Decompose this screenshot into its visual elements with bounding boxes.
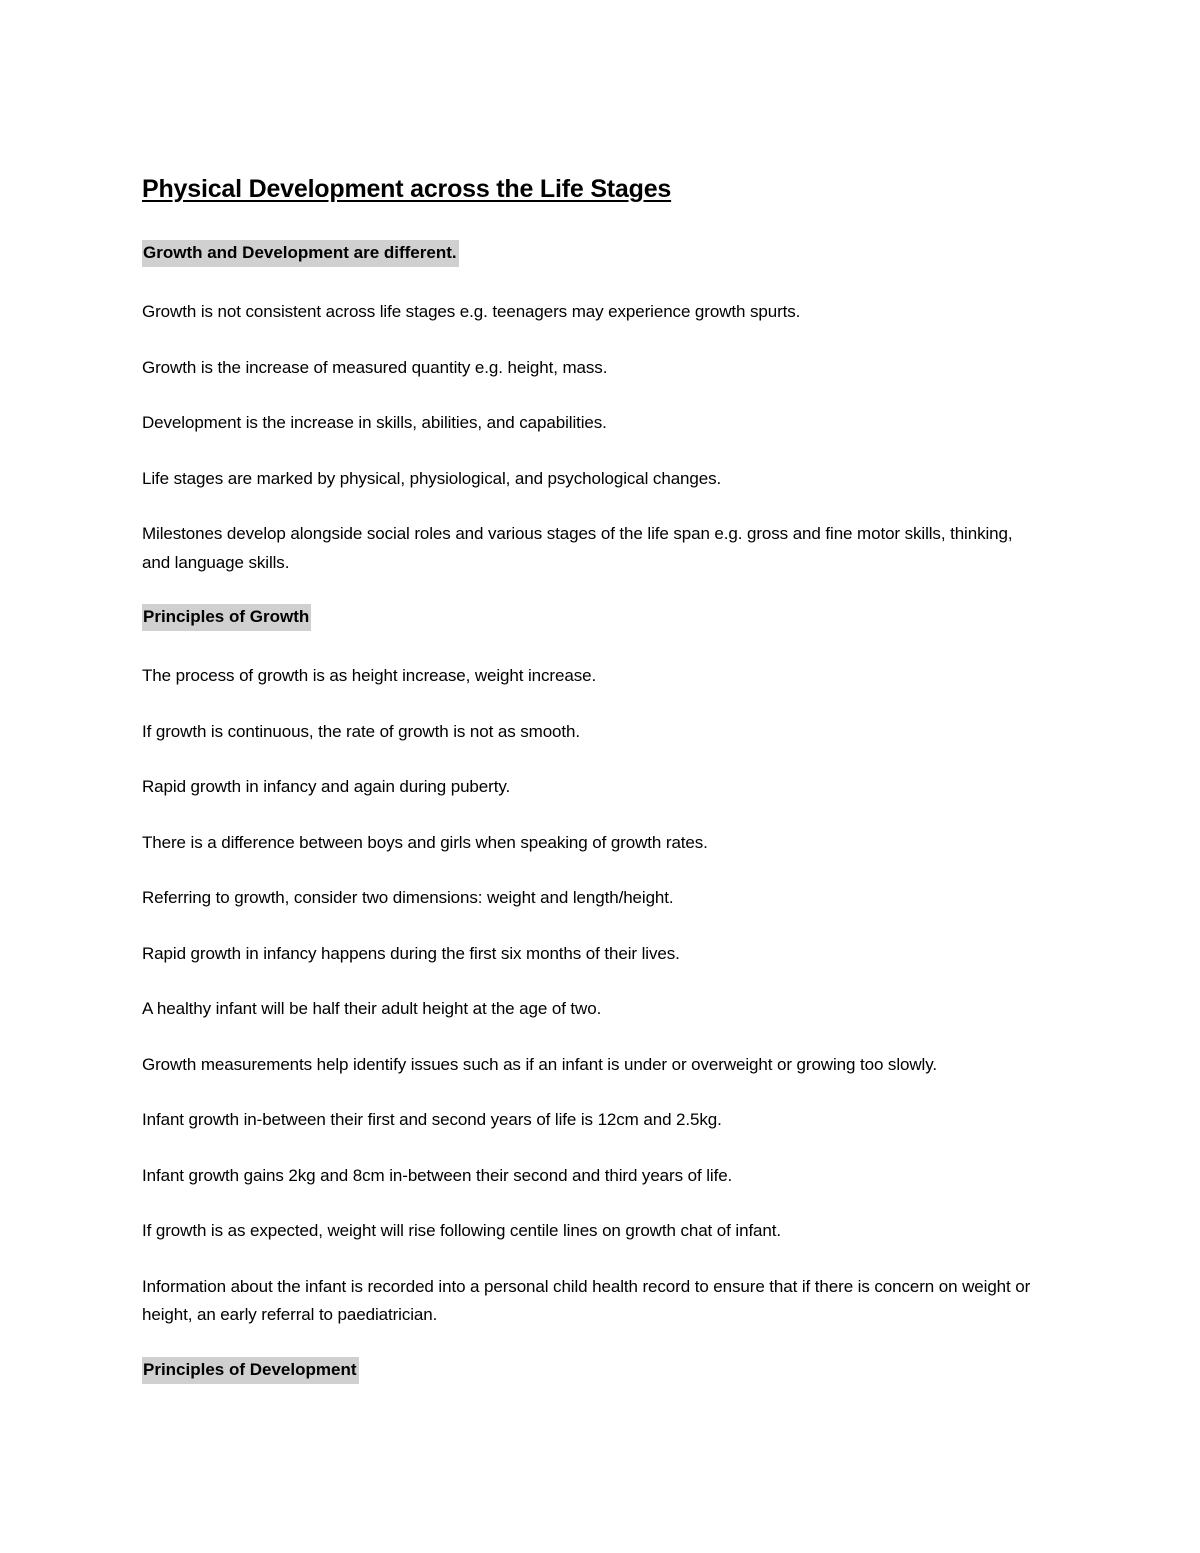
paragraph: The process of growth is as height increase, weight increase. (142, 666, 597, 685)
paragraph: Infant growth gains 2kg and 8cm in-between their second and third years of life. (142, 1165, 733, 1185)
section-heading-wrap (142, 240, 1042, 267)
paragraph: Milestones develop alongside social roles and various stages of the life span e.g. gross and fine motor skills, thinking, and language skills. (142, 524, 1013, 572)
section-heading-principles-of-development: Principles of Development (142, 1357, 359, 1384)
paragraph: If growth is as expected, weight will rise following centile lines on growth chat of infant. (142, 1221, 782, 1240)
paragraph: Growth measurements help identify issues such as if an infant is under or overweight or growing too slowly. (142, 1054, 937, 1074)
section-heading-wrap (142, 604, 1042, 631)
paragraph: There is a difference between boys and girls when speaking of growth rates. (142, 832, 708, 852)
paragraph: A healthy infant will be half their adult height at the age of two. (142, 999, 602, 1018)
paragraph: Growth is the increase of measured quantity e.g. height, mass. (142, 357, 608, 377)
paragraph: Information about the infant is recorded into a personal child health record to ensure that if there is concern on weight or height, an early referral to paediatrician. (142, 1276, 1031, 1324)
section-heading-wrap (142, 1357, 1042, 1384)
paragraph: Referring to growth, consider two dimensions: weight and length/height. (142, 888, 674, 907)
paragraph: Rapid growth in infancy and again during puberty. (142, 777, 511, 796)
paragraph: Development is the increase in skills, abilities, and capabilities. (142, 413, 607, 432)
paragraph: Life stages are marked by physical, physiological, and psychological changes. (142, 468, 722, 488)
document-title: Physical Development across the Life Stages (142, 175, 672, 203)
section-heading-growth-vs-development: Growth and Development are different. (142, 240, 459, 267)
paragraph: Growth is not consistent across life stages e.g. teenagers may experience growth spurts. (142, 302, 801, 321)
paragraph: Infant growth in-between their first and second years of life is 12cm and 2.5kg. (142, 1110, 722, 1129)
document-body (142, 170, 1042, 1415)
paragraph: Rapid growth in infancy happens during the first six months of their lives. (142, 943, 680, 963)
paragraph: If growth is continuous, the rate of growth is not as smooth. (142, 721, 581, 741)
section-heading-principles-of-growth: Principles of Growth (142, 604, 311, 631)
